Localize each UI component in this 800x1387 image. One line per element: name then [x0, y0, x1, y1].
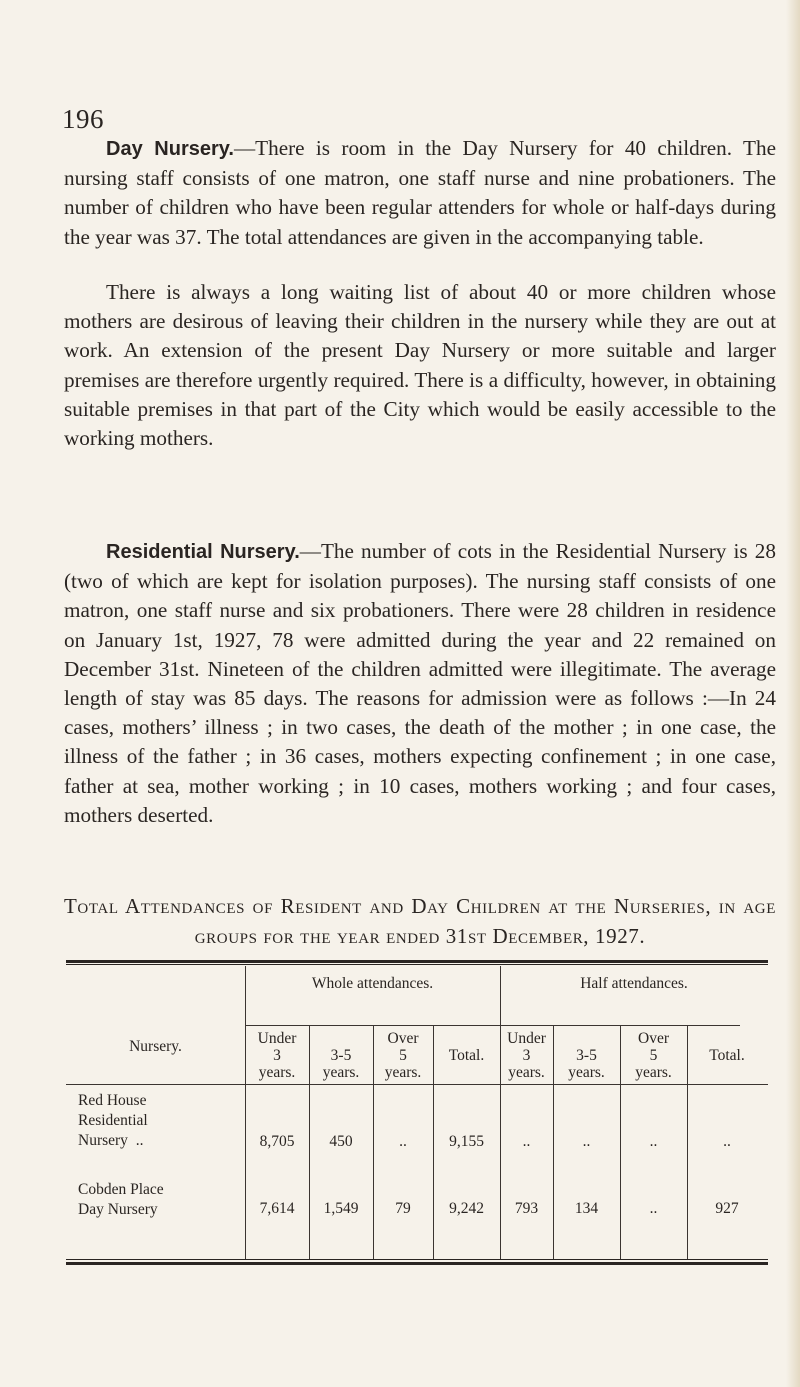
header-over5-line1: Over	[387, 1030, 419, 1047]
header-3to5-line2: years.	[322, 1064, 360, 1081]
red-house-half-under3: ..	[522, 1133, 531, 1150]
header-half-under3-line1: Under	[507, 1030, 546, 1047]
red-house-whole-over5: ..	[399, 1133, 407, 1150]
page-number: 196	[62, 104, 104, 134]
header-half-3to5-line2: years.	[568, 1064, 605, 1081]
header-whole-3to5	[309, 1047, 373, 1081]
header-half-over5-line2: 5	[649, 1047, 658, 1064]
red-house-half-total: ..	[723, 1133, 731, 1150]
header-half-over5	[620, 1030, 687, 1081]
day-nursery-text: —There is room in the Day Nursery for 40 children. The nursing staff consists of one matron, one staff nurse and nine probationers. The number of children who have been regular attenders for whole or half-days during the year was 37. The total attendances are given in the accompanying table.	[64, 136, 776, 249]
heading-residential-nursery: Residential Nursery.	[106, 541, 300, 563]
red-house-leader: ..	[135, 1132, 144, 1149]
red-house-whole-3to5: 450	[329, 1133, 353, 1150]
cobden-place-whole-total: 9,242	[449, 1200, 484, 1217]
header-half-3to5-line1: 3-5	[576, 1047, 597, 1064]
waiting-list-text: There is always a long waiting list of about 40 or more children whose mothers are desirous of leaving their children in the nursery while they are out at work. An extension of the present Day Nursery or more suitable and larger premises are therefore urgently required. There is a difficulty, however, in obtaining suitable premises in that part of the City which would be easily accessible to the working mothers.	[64, 280, 776, 451]
header-under3-line1: Under	[257, 1030, 297, 1047]
table-bottom-rule	[66, 1262, 768, 1265]
residential-nursery-text: —The number of cots in the Residential Nursery is 28 (two of which are kept for isolation purposes). The nursing staff consists of one matron, one staff nurse and six probationers. There were 28 children in residence on January 1st, 1927, 78 were admitted during the year and 22 remained on December 31st. Nineteen of the children admitted were illegitimate. The average length of stay was 85 days. The reasons for admission were as follows :—In 24 cases, mothers’ illness ; in two cases, the death of the mother ; in one case, the illness of the father ; in 36 cases, mothers expecting confinement ; in one case, father at sea, mother working ; in 10 cases, mothers working ; and four cases, mothers deserted.	[64, 539, 776, 827]
header-half-under3-line2: 3	[522, 1047, 531, 1064]
cobden-place-whole-3to5: 1,549	[323, 1200, 359, 1217]
red-house-whole-total: 9,155	[449, 1133, 484, 1150]
row-label-cobden-place	[78, 1180, 243, 1220]
red-house-whole-under3: 8,705	[259, 1133, 295, 1150]
cobden-place-whole-over5: 79	[395, 1200, 411, 1217]
table-bottom-rule-thin	[66, 1259, 768, 1260]
cobden-place-line1: Cobden Place	[78, 1181, 164, 1198]
paragraph-waiting-list	[64, 278, 776, 453]
header-half-total: Total.	[709, 1047, 745, 1064]
page-edge-shadow	[786, 0, 800, 1387]
header-half-under3	[500, 1030, 553, 1081]
header-whole-over5	[373, 1030, 433, 1081]
cobden-place-half-3to5: 134	[574, 1200, 599, 1217]
cobden-place-half-total: 927	[715, 1200, 739, 1217]
header-nursery: Nursery.	[129, 1038, 182, 1055]
header-half-under3-line3: years.	[508, 1064, 545, 1081]
header-whole-attendances: Whole attendances.	[311, 975, 434, 992]
table-title: Total Attendances of Resident and Day Children at the Nurseries, in age groups for the year ended 31st December, 1927.	[64, 894, 776, 948]
header-over5-line3: years.	[384, 1064, 422, 1081]
header-under3-line3: years.	[258, 1064, 296, 1081]
paragraph-day-nursery	[64, 134, 776, 252]
table-top-rule-thin	[66, 964, 768, 965]
header-whole-total: Total.	[448, 1047, 485, 1064]
cobden-place-half-under3: 793	[514, 1200, 539, 1217]
red-house-line3-text: Nursery	[78, 1132, 128, 1149]
red-house-line2: Residential	[78, 1112, 148, 1129]
cobden-place-half-over5: ..	[649, 1200, 658, 1217]
row-label-red-house	[78, 1091, 243, 1151]
half-group-underline	[500, 1025, 740, 1026]
header-bottom-rule	[66, 1084, 768, 1085]
header-whole-under3	[245, 1030, 309, 1081]
header-half-over5-line1: Over	[638, 1030, 669, 1047]
header-half-3to5	[553, 1047, 620, 1081]
header-half-over5-line3: years.	[635, 1064, 672, 1081]
red-house-line3	[78, 1131, 243, 1151]
header-over5-line2: 5	[399, 1047, 407, 1064]
header-under3-line2: 3	[273, 1047, 281, 1064]
red-house-half-3to5: ..	[582, 1133, 591, 1150]
red-house-half-over5: ..	[649, 1133, 658, 1150]
header-3to5-line1: 3-5	[330, 1047, 352, 1064]
table-top-rule	[66, 960, 768, 963]
header-half-attendances: Half attendances.	[580, 975, 688, 992]
cobden-place-whole-under3: 7,614	[259, 1200, 295, 1217]
paragraph-residential-nursery	[64, 537, 776, 830]
whole-group-underline	[245, 1025, 500, 1026]
red-house-line1: Red House	[78, 1092, 147, 1109]
heading-day-nursery: Day Nursery.	[106, 138, 234, 160]
cobden-place-line2: Day Nursery	[78, 1201, 158, 1218]
